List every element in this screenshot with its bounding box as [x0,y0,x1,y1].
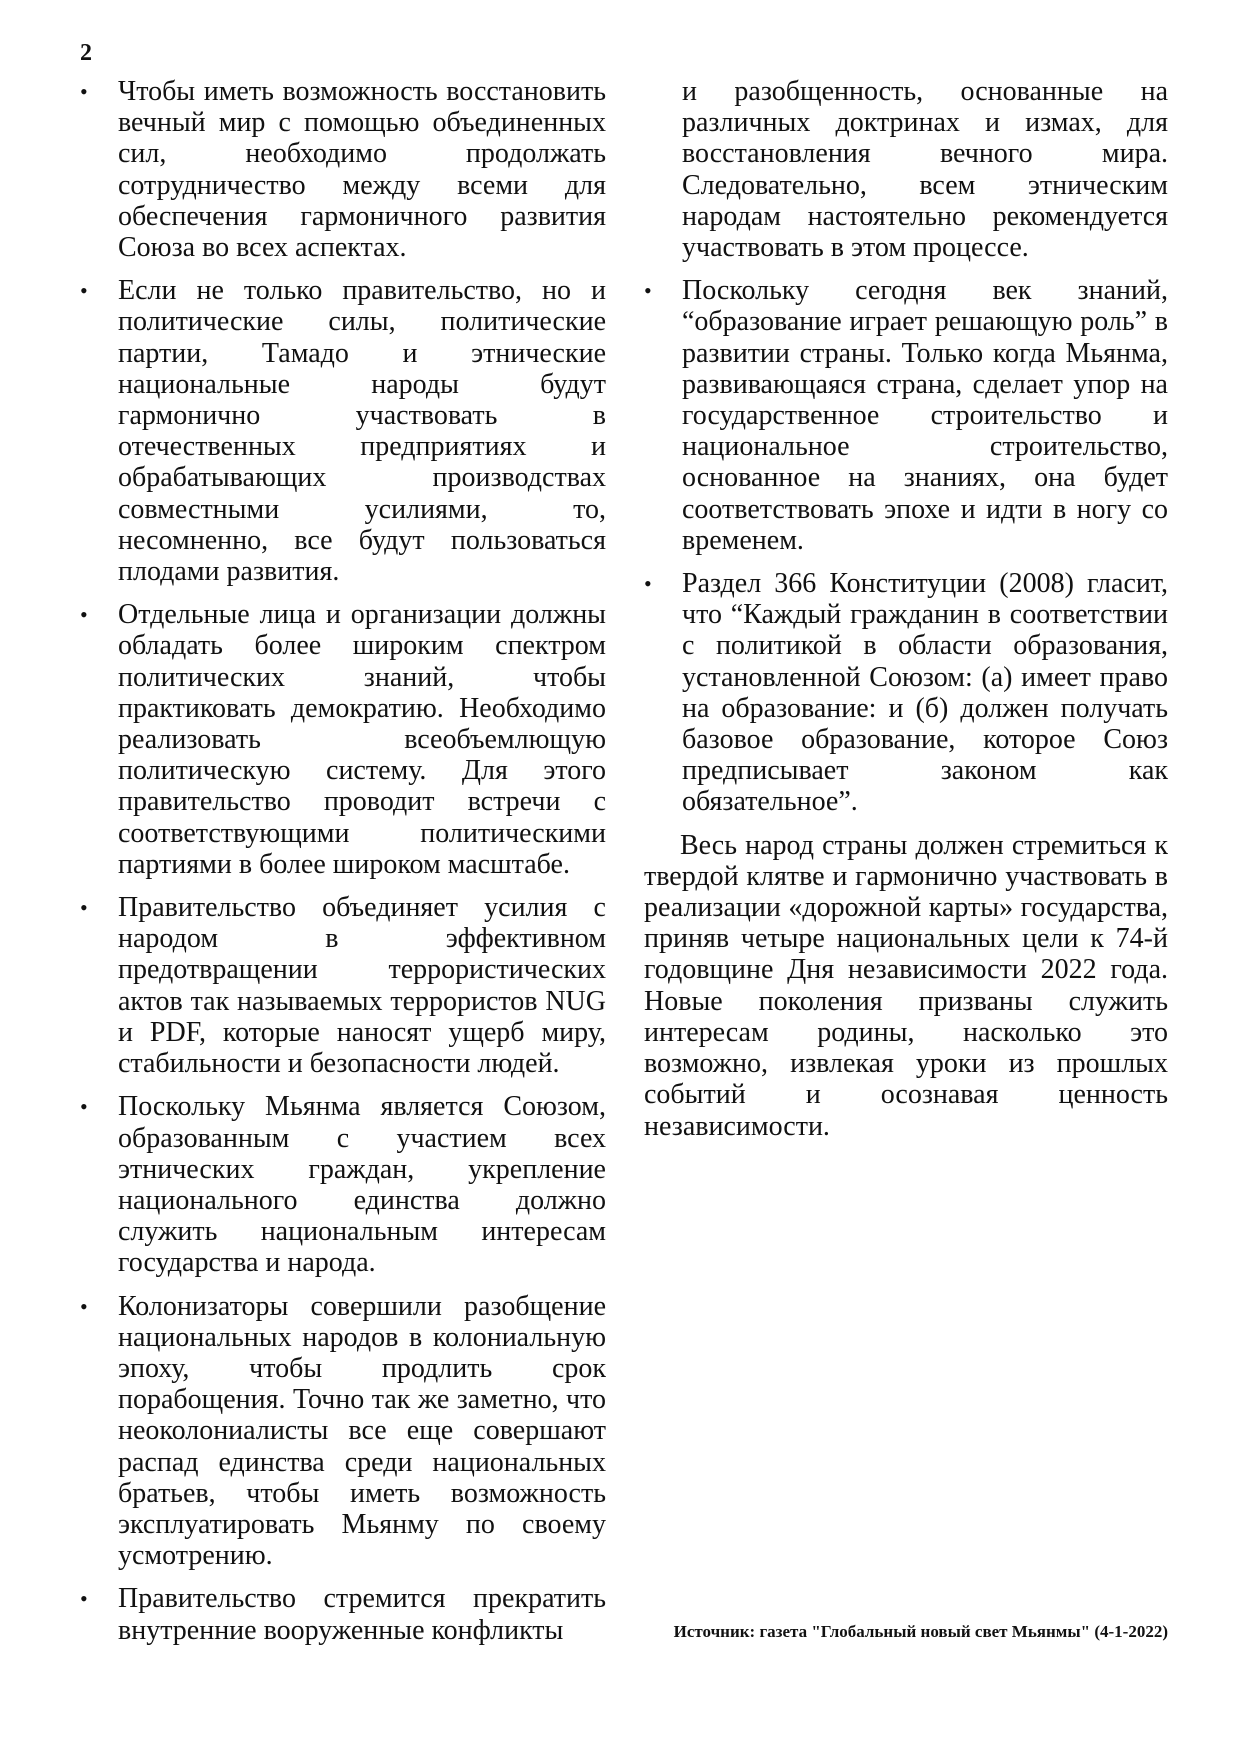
page-number: 2 [80,40,92,66]
bullet-item: • Отдельные лица и организации должны обладать более широким спектром политических знаний, чтобы практиковать демократию. Необходимо реализовать всеобъемлющую политическую систему. Для этого правительство проводит встречи с соответствующими политическими партиями в более широком масштабе. [80,599,606,880]
source-line: Источник: газета "Глобальный новый свет Мьянмы" (4-1-2022) [673,1622,1168,1641]
bullet-item: • Чтобы иметь возможность восстановить вечный мир с помощью объединенных сил, необходимо продолжать сотрудничество между всеми для обеспечения гармоничного развития Союза во всех аспектах. [80,76,606,263]
closing-paragraph: Весь народ страны должен стремиться к твердой клятве и гармонично участвовать в реализации «дорожной карты» государства, приняв четыре национальных цели к 74-й годовщине Дня независимости 2022 года. Новые поколения призваны служить интересам родины, насколько это возможно, извлекая уроки из прошлых событий и осознавая ценность независимости. [644,829,1168,1142]
bullet-item: • Поскольку Мьянма является Союзом, образованным с участием всех этнических граждан, укрепление национального единства должно служить национальным интересам государства и народа. [80,1091,606,1278]
right-column [644,76,1168,1142]
bullet-item: • Поскольку сегодня век знаний, “образование играет решающую роль” в развитии страны. Только когда Мьянма, развивающаяся страна, сделает упор на государственное строительство и национальное строительство, основанное на знаниях, она будет соответствовать эпохе и идти в ногу со временем. [644,275,1168,556]
left-column [80,76,606,1658]
bullet-continuation: и разобщенность, основанные на различных доктринах и измах, для восстановления вечного мира. Следовательно, всем этническим народам настоятельно рекомендуется участвовать в этом процессе. [682,76,1168,264]
bullet-item: • Колонизаторы совершили разобщение национальных народов в колониальную эпоху, чтобы продлить срок порабощения. Точно так же заметно, что неоколониалисты все еще совершают распад единства среди национальных братьев, чтобы иметь возможность эксплуатировать Мьянму по своему усмотрению. [80,1291,606,1572]
bullet-item: • Правительство объединяет усилия с народом в эффективном предотвращении террористических актов так называемых террористов NUG и PDF, которые наносят ущерб миру, стабильности и безопасности людей. [80,892,606,1079]
bullet-item: • Раздел 366 Конституции (2008) гласит, что “Каждый гражданин в соответствии с политикой в области образования, установленной Союзом: (а) имеет право на образование: и (б) должен получать базовое образование, которое Союз предписывает законом как обязательное”. [644,568,1168,818]
bullet-item: • Правительство стремится прекратить внутренние вооруженные конфликты [80,1583,606,1645]
bullet-item: • Если не только правительство, но и политические силы, политические партии, Тамадо и этнические национальные народы будут гармонично участвовать в отечественных предприятиях и обрабатывающих производствах совместными усилиями, то, несомненно, все будут пользоваться плодами развития. [80,275,606,587]
right-bullet-list [644,275,1168,817]
left-bullet-list [80,76,606,1646]
